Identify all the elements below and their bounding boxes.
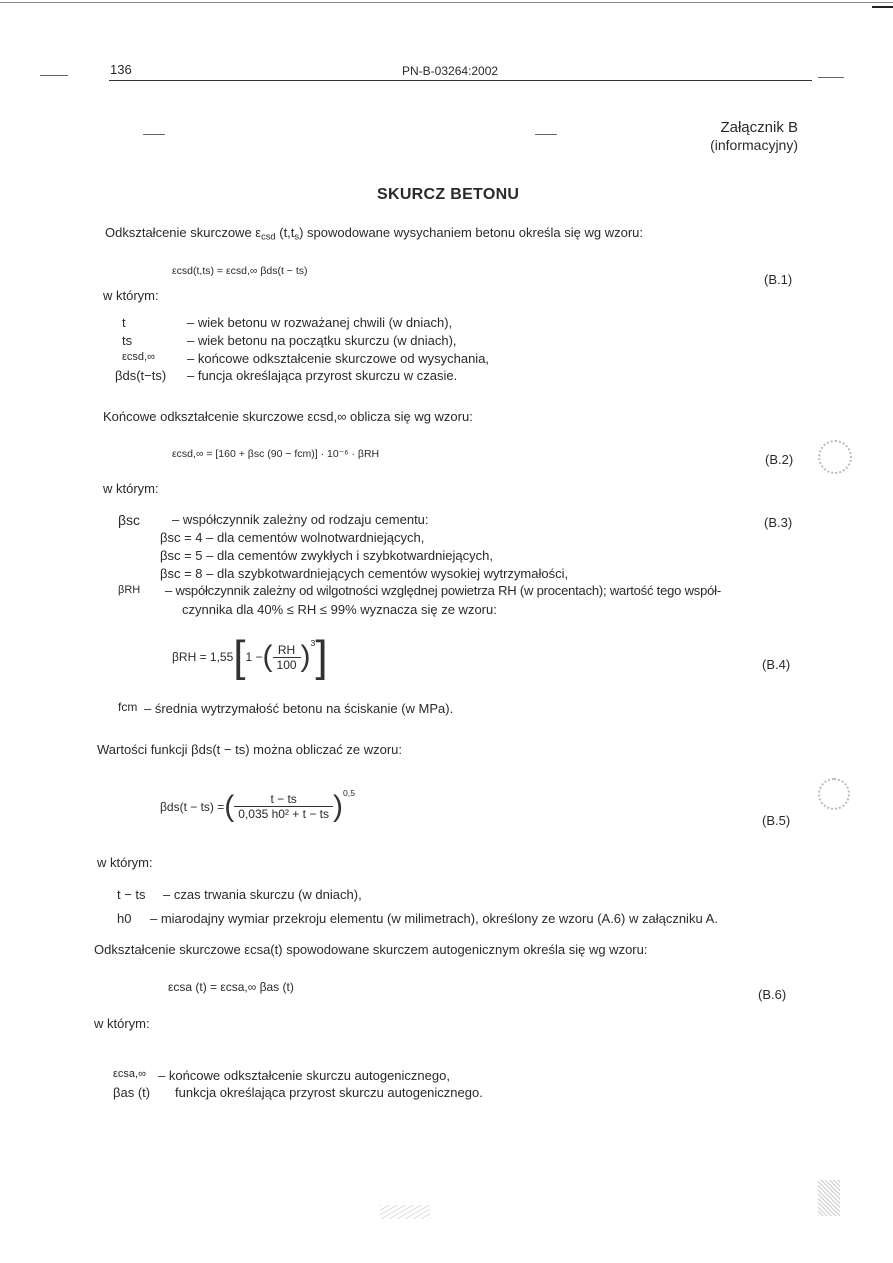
def-desc: – miarodajny wymiar przekroju elementu (w milimetrach), określony ze wzoru (A.6) w załączniku A. xyxy=(150,911,718,926)
eq4-paren-close: ) xyxy=(300,640,311,673)
equation-b5 xyxy=(160,788,355,824)
eq5-lhs: βds(t − ts) = xyxy=(160,799,225,814)
where-label-1: w którym: xyxy=(103,288,159,303)
scan-artifact-swirl xyxy=(818,778,850,810)
scan-artifact-smudge xyxy=(818,1180,840,1216)
def-desc: – czas trwania skurczu (w dniach), xyxy=(163,887,362,902)
equation-b6: εcsa (t) = εcsa,∞ βas (t) xyxy=(168,980,294,994)
eq4-fraction xyxy=(273,643,301,672)
where-label-4: w którym: xyxy=(94,1016,150,1031)
scan-artifact-smudge xyxy=(380,1205,430,1219)
paragraph-2: Końcowe odkształcenie skurczowe εcsd,∞ oblicza się wg wzoru: xyxy=(103,409,473,424)
def-desc: – funcja określająca przyrost skurczu w czasie. xyxy=(187,368,458,383)
fcm-desc: – średnia wytrzymałość betonu na ściskanie (w MPa). xyxy=(144,701,454,716)
intro-sub: csd xyxy=(261,231,276,242)
bsc-item: βsc = 4 – dla cementów wolnotwardniejących, xyxy=(160,530,425,545)
eq5-exponent: 0,5 xyxy=(343,788,355,798)
def-sym: t − ts xyxy=(117,887,146,902)
top-border xyxy=(0,2,893,3)
intro-pre: Odkształcenie skurczowe ε xyxy=(105,225,262,240)
intro-sub2: s xyxy=(294,231,300,242)
eq4-exponent: 3 xyxy=(310,638,316,649)
margin-mark-left xyxy=(40,75,68,76)
bsc-item: βsc = 5 – dla cementów zwykłych i szybkotwardniejących, xyxy=(160,548,493,563)
def-sym: t xyxy=(122,315,126,330)
intro-paragraph xyxy=(105,225,643,241)
def-sym: εcsd,∞ xyxy=(122,351,155,363)
def-desc: – wiek betonu na początku skurczu (w dniach), xyxy=(187,333,457,348)
brh-line1: – współczynnik zależny od wilgotności względnej powietrza RH (w procentach); wartość tego współ- xyxy=(165,583,721,598)
eq4-lhs: βRH = 1,55 xyxy=(172,650,234,664)
equation-b5-number: (B.5) xyxy=(762,813,791,828)
bsc-item: βsc = 8 – dla szybkotwardniejących cementów wysokiej wytrzymałości, xyxy=(160,566,569,581)
def-desc: – wiek betonu w rozważanej chwili (w dniach), xyxy=(187,315,453,330)
eq4-bracket-open: [ xyxy=(233,632,246,681)
brh-symbol: βRH xyxy=(118,584,141,596)
scan-dash-2 xyxy=(535,134,557,135)
eq4-bracket-close: ] xyxy=(315,632,328,681)
equation-b2: εcsd,∞ = [160 + βsc (90 − fcm)] · 10⁻⁶ · βRH xyxy=(172,448,380,460)
where-label-3: w którym: xyxy=(97,855,153,870)
paragraph-3: Wartości funkcji βds(t − ts) można obliczać ze wzoru: xyxy=(97,742,403,757)
intro-post: ) spowodowane wysychaniem betonu określa się wg wzoru: xyxy=(299,225,644,240)
eq5-numerator: t − ts xyxy=(234,792,333,807)
def-desc: – końcowe odkształcenie skurczowe od wysychania, xyxy=(187,351,490,366)
equation-b4 xyxy=(172,632,328,682)
equation-b4-number: (B.4) xyxy=(762,657,791,672)
bsc-desc: – współczynnik zależny od rodzaju cementu: xyxy=(172,512,429,527)
annex-title: Załącznik B xyxy=(720,119,798,136)
section-title: SKURCZ BETONU xyxy=(377,186,520,203)
eq4-one: 1 − xyxy=(245,650,263,664)
eq5-paren-open: ( xyxy=(224,789,235,823)
annex-subtitle: (informacyjny) xyxy=(710,137,798,153)
brh-line2: czynnika dla 40% ≤ RH ≤ 99% wyznacza się ze wzoru: xyxy=(182,602,497,617)
fcm-symbol: fcm xyxy=(118,700,138,714)
def-sym: ts xyxy=(122,333,133,348)
eq5-denominator: 0,035 h0² + t − ts xyxy=(238,807,329,822)
eq4-denominator: 100 xyxy=(276,657,297,672)
equation-b2-number: (B.2) xyxy=(765,452,794,467)
equation-b1-number: (B.1) xyxy=(764,272,793,287)
margin-mark-right xyxy=(818,77,844,78)
def-sym: βas (t) xyxy=(113,1085,151,1100)
scan-artifact-swirl xyxy=(818,440,852,474)
equation-b3-number: (B.3) xyxy=(764,515,793,530)
header-rule xyxy=(109,80,812,81)
def-sym: βds(t−ts) xyxy=(115,368,167,383)
standard-id: PN-B-03264:2002 xyxy=(402,64,499,78)
where-label-2: w którym: xyxy=(103,481,159,496)
page-number: 136 xyxy=(110,62,132,77)
intro-mid: (t,t xyxy=(275,225,295,240)
def-sym: h0 xyxy=(117,911,132,926)
def-desc: funkcja określająca przyrost skurczu autogenicznego. xyxy=(175,1085,483,1100)
eq5-fraction xyxy=(234,792,333,821)
def-desc: – końcowe odkształcenie skurczu autogenicznego, xyxy=(158,1068,450,1083)
paragraph-4: Odkształcenie skurczowe εcsa(t) spowodowane skurczem autogenicznym określa się wg wzoru: xyxy=(94,942,648,957)
eq4-numerator: RH xyxy=(273,643,301,658)
equation-b6-number: (B.6) xyxy=(758,987,787,1002)
equation-b1: εcsd(t,ts) = εcsd,∞ βds(t − ts) xyxy=(172,265,308,277)
def-sym: εcsa,∞ xyxy=(113,1068,146,1080)
right-top-mark xyxy=(872,6,893,8)
scan-dash-1 xyxy=(143,134,165,135)
bsc-symbol: βsc xyxy=(118,512,141,528)
eq4-paren-open: ( xyxy=(262,640,273,673)
eq5-paren-close: ) xyxy=(333,789,343,823)
